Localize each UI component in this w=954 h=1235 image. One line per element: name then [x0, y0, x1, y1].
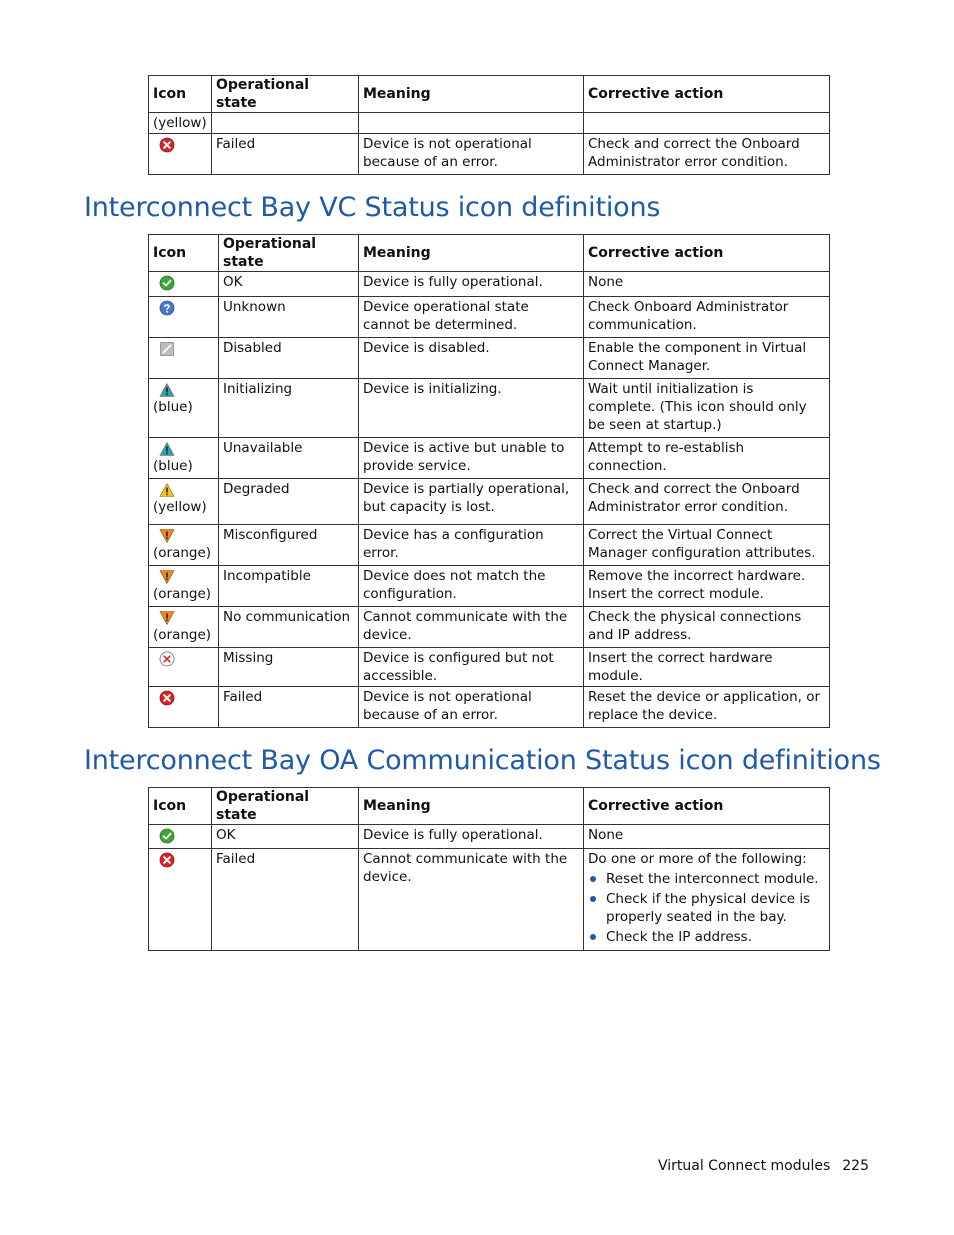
table-row: [149, 113, 830, 134]
ok-icon: [159, 275, 175, 291]
page-number: 225: [842, 1158, 869, 1174]
state-cell: Unavailable: [219, 438, 359, 479]
icon-cell: [149, 525, 219, 566]
state-cell: Failed: [219, 687, 359, 728]
meaning-cell: Device is partially operational, but capacity is lost.: [359, 479, 584, 525]
action-cell: None: [584, 272, 830, 297]
section-heading-vc-status: Interconnect Bay VC Status icon definitions: [84, 192, 661, 223]
error-icon: [159, 690, 175, 706]
warning-yellow-icon: [159, 482, 175, 498]
meaning-cell: Device has a configuration error.: [359, 525, 584, 566]
meaning-cell: Device is fully operational.: [359, 272, 584, 297]
state-cell: Disabled: [219, 338, 359, 379]
action-cell: [584, 849, 830, 951]
icon-cell: [149, 379, 219, 438]
page-footer: [658, 1158, 869, 1174]
icon-label: (orange): [153, 627, 212, 643]
icon-label: (yellow): [153, 499, 207, 515]
table-row: [149, 272, 830, 297]
icon-cell: [149, 687, 219, 728]
warning-blue-icon: [159, 441, 175, 457]
action-cell: Check and correct the Onboard Administrator error condition.: [584, 134, 830, 175]
icon-cell: [149, 849, 212, 951]
missing-icon: [159, 651, 175, 667]
meaning-cell: Device is active but unable to provide service.: [359, 438, 584, 479]
action-intro: Do one or more of the following:: [588, 851, 807, 867]
vc-status-table: [148, 234, 830, 728]
warning-orange-icon: [159, 528, 175, 544]
table-row: [149, 525, 830, 566]
action-cell: Wait until initialization is complete. (This icon should only be seen at startup.): [584, 379, 830, 438]
meaning-cell: Cannot communicate with the device.: [359, 849, 584, 951]
table-row: [149, 687, 830, 728]
col-header-meaning: Meaning: [359, 76, 584, 113]
action-cell: Reset the device or application, or replace the device.: [584, 687, 830, 728]
meaning-cell: Device does not match the configuration.: [359, 566, 584, 607]
col-header-operational-state: Operational state: [219, 235, 359, 272]
action-cell: Check Onboard Administrator communication.: [584, 297, 830, 338]
icon-cell: [149, 338, 219, 379]
table-row: [149, 338, 830, 379]
icon-label: (blue): [153, 458, 193, 474]
col-header-corrective-action: Corrective action: [584, 76, 830, 113]
col-header-corrective-action: Corrective action: [584, 235, 830, 272]
icon-label: (blue): [153, 399, 193, 415]
icon-cell: [149, 607, 219, 648]
icon-cell: [149, 272, 219, 297]
col-header-operational-state: Operational state: [212, 788, 359, 825]
action-cell: Enable the component in Virtual Connect Manager.: [584, 338, 830, 379]
state-cell: Misconfigured: [219, 525, 359, 566]
oa-communication-table: [148, 787, 830, 951]
action-cell: Attempt to re-establish connection.: [584, 438, 830, 479]
action-cell: Insert the correct hardware module.: [584, 648, 830, 687]
meaning-cell: Device is not operational because of an error.: [359, 134, 584, 175]
list-item: Check if the physical device is properly seated in the bay.: [606, 890, 825, 926]
col-header-operational-state: Operational state: [212, 76, 359, 113]
icon-cell: [149, 479, 219, 525]
list-item: Check the IP address.: [606, 928, 825, 946]
action-cell: None: [584, 825, 830, 849]
action-cell: Check and correct the Onboard Administrator error condition.: [584, 479, 830, 525]
table-row: [149, 134, 830, 175]
action-list: [588, 870, 825, 946]
icon-cell: [149, 297, 219, 338]
table-row: [149, 825, 830, 849]
table-row: [149, 297, 830, 338]
meaning-cell: Device is not operational because of an error.: [359, 687, 584, 728]
meaning-cell: Device is fully operational.: [359, 825, 584, 849]
state-cell: Unknown: [219, 297, 359, 338]
table-row: [149, 479, 830, 525]
col-header-icon: Icon: [149, 235, 219, 272]
warning-orange-icon: [159, 610, 175, 626]
state-cell: Failed: [212, 849, 359, 951]
ok-icon: [159, 828, 175, 844]
meaning-cell: Device operational state cannot be determined.: [359, 297, 584, 338]
warning-orange-icon: [159, 569, 175, 585]
col-header-icon: Icon: [149, 788, 212, 825]
meaning-cell: Device is disabled.: [359, 338, 584, 379]
state-cell: Failed: [212, 134, 359, 175]
state-cell: Missing: [219, 648, 359, 687]
icon-cell: [149, 825, 212, 849]
warning-blue-icon: [159, 382, 175, 398]
disabled-icon: [159, 341, 175, 357]
state-cell: Degraded: [219, 479, 359, 525]
action-cell: Correct the Virtual Connect Manager configuration attributes.: [584, 525, 830, 566]
col-header-meaning: Meaning: [359, 788, 584, 825]
table-row: [149, 438, 830, 479]
action-cell: Check the physical connections and IP address.: [584, 607, 830, 648]
error-icon: [159, 852, 175, 868]
table-row: [149, 379, 830, 438]
table-row: [149, 648, 830, 687]
state-cell: OK: [212, 825, 359, 849]
icon-label: (orange): [153, 586, 212, 602]
icon-cell: [149, 566, 219, 607]
icon-cell: [149, 134, 212, 175]
table-row: [149, 607, 830, 648]
icon-label: (orange): [153, 545, 212, 561]
icon-label: (yellow): [149, 113, 212, 134]
meaning-cell: Device is initializing.: [359, 379, 584, 438]
col-header-corrective-action: Corrective action: [584, 788, 830, 825]
state-cell: OK: [219, 272, 359, 297]
footer-section-name: Virtual Connect modules: [657, 1158, 831, 1174]
state-cell: No communication: [219, 607, 359, 648]
status-table-continued: [148, 75, 830, 175]
error-icon: [159, 137, 175, 153]
col-header-meaning: Meaning: [359, 235, 584, 272]
state-cell: Initializing: [219, 379, 359, 438]
meaning-cell: Cannot communicate with the device.: [359, 607, 584, 648]
icon-cell: [149, 438, 219, 479]
action-cell: Remove the incorrect hardware. Insert the correct module.: [584, 566, 830, 607]
state-cell: Incompatible: [219, 566, 359, 607]
table-row: [149, 566, 830, 607]
table-row: [149, 849, 830, 951]
icon-cell: [149, 648, 219, 687]
meaning-cell: Device is configured but not accessible.: [359, 648, 584, 687]
unknown-icon: [159, 300, 175, 316]
col-header-icon: Icon: [149, 76, 212, 113]
list-item: Reset the interconnect module.: [606, 870, 825, 888]
section-heading-oa-communication: Interconnect Bay OA Communication Status icon definitions: [84, 745, 881, 776]
